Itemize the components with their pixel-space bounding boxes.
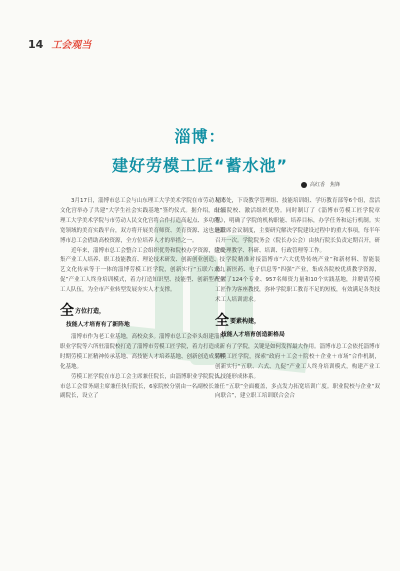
pen-icon [301,182,307,188]
byline [301,181,340,188]
right-paragraph-2: 学院精准对接淄博市“六大优势传统产业”和新材料、智能装备、新医药、电子信息等“四强”产业，集成各院校优质教学资源，配置了124个专业、957名师资力量和10个实践基地，并聘请劳模工匠作为客座教授，弥补学院职工教育不足的短板，有效满足各类技术工人培训需求。 [215,257,381,304]
title-line-2: 建好劳模工匠“蓄水池” [111,156,289,175]
page-header [28,36,91,51]
right-paragraph-1: 秘书处，下设教学管理组、技能培训组、学历教育部等6个组，盘活驻淄院校、激活组织优势。同时制订了《淄博市劳模工匠学院章程》，明确了学院的机构职能、培养目标，办学任务和运行机制。实施联席会议制度，主要研究解决学院建设过程中的重大事项，每半年召开一次。学院院务会（院长办公会）由执行院长负责定期召开，研究处理教学、科研、培训、行政管理等工作。 [215,198,381,254]
left-paragraph-2: 近年来，淄博市总工会整合工会组织优势和院校办学资源，建成集产业工人培养、职工技能教育、理论技术研发、创新创业创造、技艺文化传承等于一体的淄博劳模工匠学院，创新实行“五联六式九促”产业工人终身培训模式，着力打造知识型、技能型、创新型产业工人队伍，为全市产业转型发展夯实人才支撑。 [60,247,226,294]
left-paragraph-4: 劳模工匠学院在市总工会主席兼任院长，由淄博职业学院院长、市总工会常务副主席兼任执行院长，6家院校分别由一名副校长兼任副院长，设立了 [60,373,226,400]
left-section-big-char: 全 [60,303,74,320]
right-section-heading-text: 要素构建， [230,318,261,326]
section-name: 工会观当 [51,40,92,51]
right-section-subheading: 技能人才培育创造新格局 [221,331,285,338]
left-column [60,197,225,402]
left-section-subheading: 技能人才培育有了新阵地 [66,322,130,329]
left-section-heading-text: 方位打造， [75,308,106,316]
right-paragraph-4: “五联”全面覆盖，多点发力拓宽培训广度。职业院校与企业“双向联合”，建立职工培训联合会合 [215,383,380,400]
title-line-1: 淄博： [174,127,226,146]
left-paragraph-3: 淄博市作为老工业基地，高校众多。淄博市总工会牵头组建淄博职业学院等六所驻淄院校打造了淄博市劳模工匠学院，着力打造成新时期劳模工匠精神传承基地、高技能人才培养基地、创新创造成果孵化基地。 [60,333,226,370]
article-title [0,124,400,176]
byline-authors: 高红香 焦锋 [309,182,340,188]
left-paragraph-1: 3月17日，淄博市总工会与山东理工大学美术学院在市劳动人民文化宫举办了共建“大学生社会实践基地”签约仪式。据介绍，山东理工大学美术学院与市劳动人民文化宫将合作打造高起点、多功能、宽领域的美育实践平台，双方将开展美育师资、美育资源、这也是淄博市总工会借助高校资源，全方位培养人才的举措之一。 [60,198,226,244]
page-number: 14 [28,38,44,51]
left-section-heading [60,304,225,318]
right-column [215,197,380,402]
right-section-big-char: 全 [215,312,229,329]
right-paragraph-3: 有了学院，关键是如何发挥最大作用。淄博市总工会依托淄博市劳模工匠学院，探索“政府＋工会＋院校＋企业＋市场”合作机制，创新实行“五联、六式、九促”产业工人终身培训模式，构建产业工人技能形成体系。 [215,343,381,380]
right-section-heading [215,314,380,328]
